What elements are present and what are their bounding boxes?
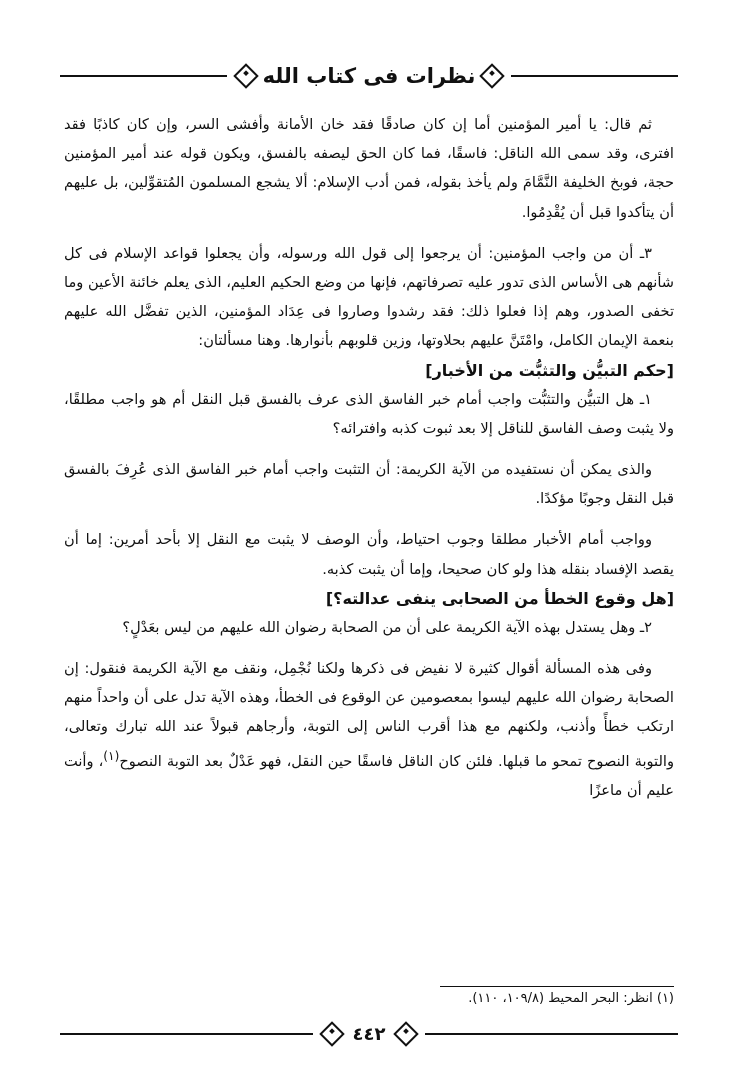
running-title: نظرات فى كتاب الله: [262, 64, 476, 88]
ornament-icon: [319, 1021, 344, 1046]
paragraph: والذى يمكن أن نستفيده من الآية الكريمة: أن التثبت واجب أمام خبر الفاسق الذى عُرِفَ بالفسق قبل النقل وجوبًا مؤكدًا.: [64, 461, 674, 508]
section-heading: [64, 356, 674, 385]
section-heading-text: [هل وقوع الخطأ من الصحابى ينفى عدالته؟]: [325, 588, 674, 608]
header-rule-left: [60, 75, 227, 77]
paragraph: [64, 654, 674, 805]
paragraph: ثم قال: يا أمير المؤمنين أما إن كان صادقًا فقد خان الأمانة وأفشى السر، وإن كان كاذبًا فقد افترى، وقد سمى الله الناقل: فاسقًا، فما كان الحق ليصفه بالفسق، ويكون قوله عند أمير المؤمنين حجة، فوبخ الخليفة النَّمَّامَ ولم يأخذ بقوله، فمن أدب الإسلام: ألا يشجع المسلمون المُتقوِّلين، بل عليهم أن يتأكدوا قبل أن يُقْدِمُوا.: [64, 116, 674, 221]
paragraph: ١ـ هل التبيُّن والتثبُّت واجب أمام خبر الفاسق الذى عرف بالفسق قبل النقل أم هو واجب مطلقًا، ولا يثبت وصف الفاسق للناقل إلا بعد ثبوت كذبه وافترائه؟: [64, 390, 674, 437]
header-rule-right: [511, 75, 678, 77]
paragraph: ٢ـ وهل يستدل بهذه الآية الكريمة على أن من الصحابة رضوان الله عليهم من ليس بعَدْلٍ؟: [122, 618, 652, 636]
page-header: [60, 56, 678, 96]
footnote: (١) انظر: البحر المحيط (١٠٩/٨، ١١٠).: [468, 991, 674, 1006]
footer-center: [313, 1024, 426, 1045]
ornament-icon: [394, 1021, 419, 1046]
paragraph: ٣ـ أن من واجب المؤمنين: أن يرجعوا إلى قول الله ورسوله، وأن يجعلوا قواعد الإسلام فى كل شأنهم هى الأساس الذى تدور عليه تصرفاتهم، فإنها من وضع الحكيم العليم، الذى يعلم خائنة الأعين وما تخفى الصدور، وهم إذا فعلوا ذلك: فقد رشدوا وصاروا فى عِدَاد المؤمنين، الذين تفضَّل الله عليهم بنعمة الإيمان الكامل، وامْتَنَّ عليهم بحلاوتها، وزين قلوبهم بأنوارها. وهنا مسألتان:: [64, 244, 674, 350]
footer-rule-left: [60, 1033, 313, 1035]
paragraph-text: وفى هذه المسألة أقوال كثيرة لا نفيض فى ذكرها ولكنا نُجْمِل، ونقف مع الآية الكريمة فنقول: إن الصحابة رضوان الله عليهم ليسوا بمعصومين عن الوقوع فى الخطأ، وهذه الآية تدل على أن واحداً منهم ارتكب خطأً وأذنب، ولكنهم مع هذا أقرب الناس إلى التوبة، وأرجاهم قبولاً عند الله تبارك وتعالى، والتوبة النصوح تمحو ما قبلها. فلئن كان الناقل فاسقًا حين النقل، فهو عَدْلٌ بعد التوبة النصوح: [64, 660, 674, 770]
footer-rule-right: [425, 1033, 678, 1035]
header-center: [227, 64, 512, 88]
ornament-icon: [480, 63, 505, 88]
page-number: ٤٤٢: [352, 1023, 386, 1045]
paragraph-text-tail: ، وأنت عليم أن ماعزًا: [64, 752, 674, 799]
footnote-reference: (١): [103, 748, 120, 763]
page-footer: [60, 1018, 678, 1050]
ornament-icon: [233, 63, 258, 88]
paragraph: وواجب أمام الأخبار مطلقا وجوب احتياط، وأن الوصف لا يثبت مع النقل إلا بأحد أمرين: إما أن يقصد الإفساد بنقله هذا ولو كان صحيحا، وإما أن يثبت كذبه.: [64, 531, 674, 578]
section-heading: [64, 584, 674, 613]
section-heading-text: [حكم التبيُّن والتثبُّت من الأخبار]: [425, 360, 674, 380]
page-body: [64, 110, 674, 805]
footnote-separator: [440, 986, 674, 987]
